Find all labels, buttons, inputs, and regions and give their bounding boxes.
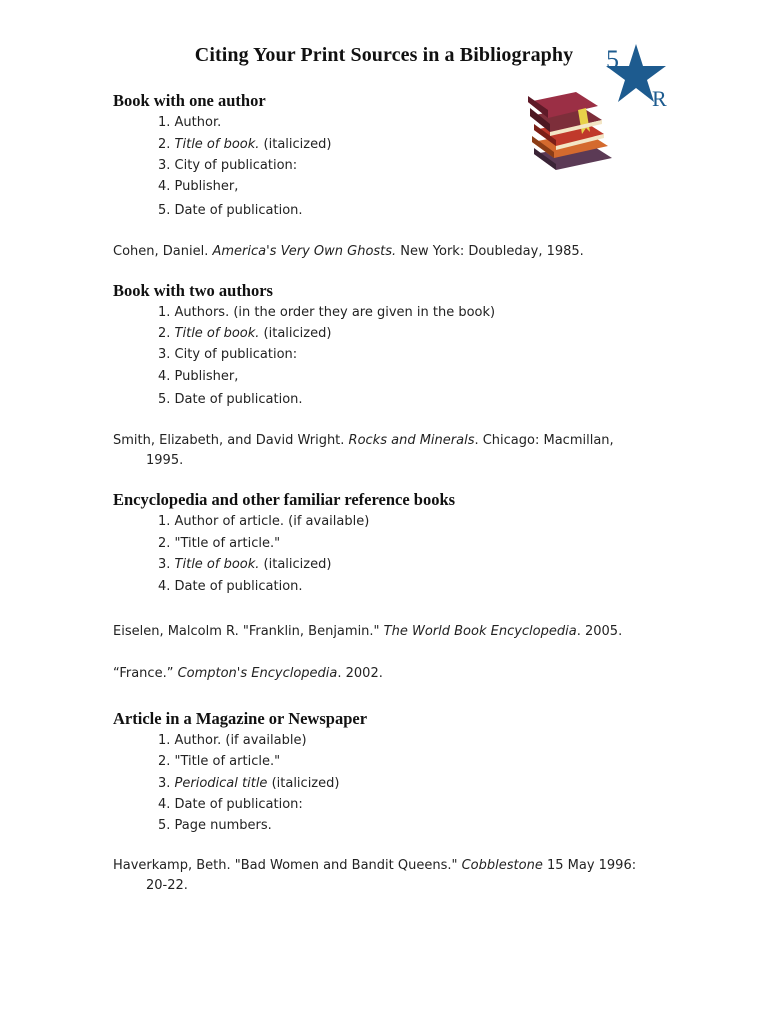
citation-example: Cohen, Daniel. America's Very Own Ghosts. New York: Doubleday, 1985. xyxy=(113,244,584,259)
section-heading: Book with two authors xyxy=(113,281,273,300)
list-item: 5. Page numbers. xyxy=(158,818,272,833)
list-item: 1. Author. (if available) xyxy=(158,733,307,748)
list-item: 1. Author of article. (if available) xyxy=(158,514,370,529)
list-item: 2. Title of book. (italicized) xyxy=(158,326,332,341)
list-item: 4. Date of publication. xyxy=(158,579,303,594)
citation-example: Smith, Elizabeth, and David Wright. Rocks and Minerals. Chicago: Macmillan, xyxy=(113,433,614,448)
list-item: 5. Date of publication. xyxy=(158,203,303,218)
list-item: 4. Publisher, xyxy=(158,369,239,384)
list-item: 3. Title of book. (italicized) xyxy=(158,557,332,572)
citation-example: “France.” Compton's Encyclopedia. 2002. xyxy=(113,666,383,681)
citation-continuation: 20-22. xyxy=(146,878,188,893)
list-item: 2. Title of book. (italicized) xyxy=(158,137,332,152)
page-title: Citing Your Print Sources in a Bibliography xyxy=(194,44,574,66)
list-item: 2. "Title of article." xyxy=(158,536,281,551)
section-heading: Encyclopedia and other familiar reference books xyxy=(113,490,456,509)
list-item: 4. Date of publication: xyxy=(158,797,303,812)
list-item: 5. Date of publication. xyxy=(158,392,303,407)
list-item: 1. Author. xyxy=(158,115,222,130)
list-item: 4. Publisher, xyxy=(158,179,239,194)
citation-example: Eiselen, Malcolm R. "Franklin, Benjamin." The World Book Encyclopedia. 2005. xyxy=(113,624,623,639)
section-heading: Book with one author xyxy=(113,91,266,110)
list-item: 3. City of publication: xyxy=(158,347,298,362)
list-item: 3. Periodical title (italicized) xyxy=(158,776,340,791)
list-item: 3. City of publication: xyxy=(158,158,298,173)
logo-number: 5 xyxy=(606,45,619,74)
logo-letter: R xyxy=(652,86,667,110)
citation-example: Haverkamp, Beth. "Bad Women and Bandit Queens." Cobblestone 15 May 1996: xyxy=(113,858,637,873)
list-item: 1. Authors. (in the order they are given in the book) xyxy=(158,305,496,320)
list-item: 2. "Title of article." xyxy=(158,754,281,769)
section-heading: Article in a Magazine or Newspaper xyxy=(113,709,368,728)
citation-continuation: 1995. xyxy=(146,453,184,468)
books-stack-icon xyxy=(520,88,620,172)
